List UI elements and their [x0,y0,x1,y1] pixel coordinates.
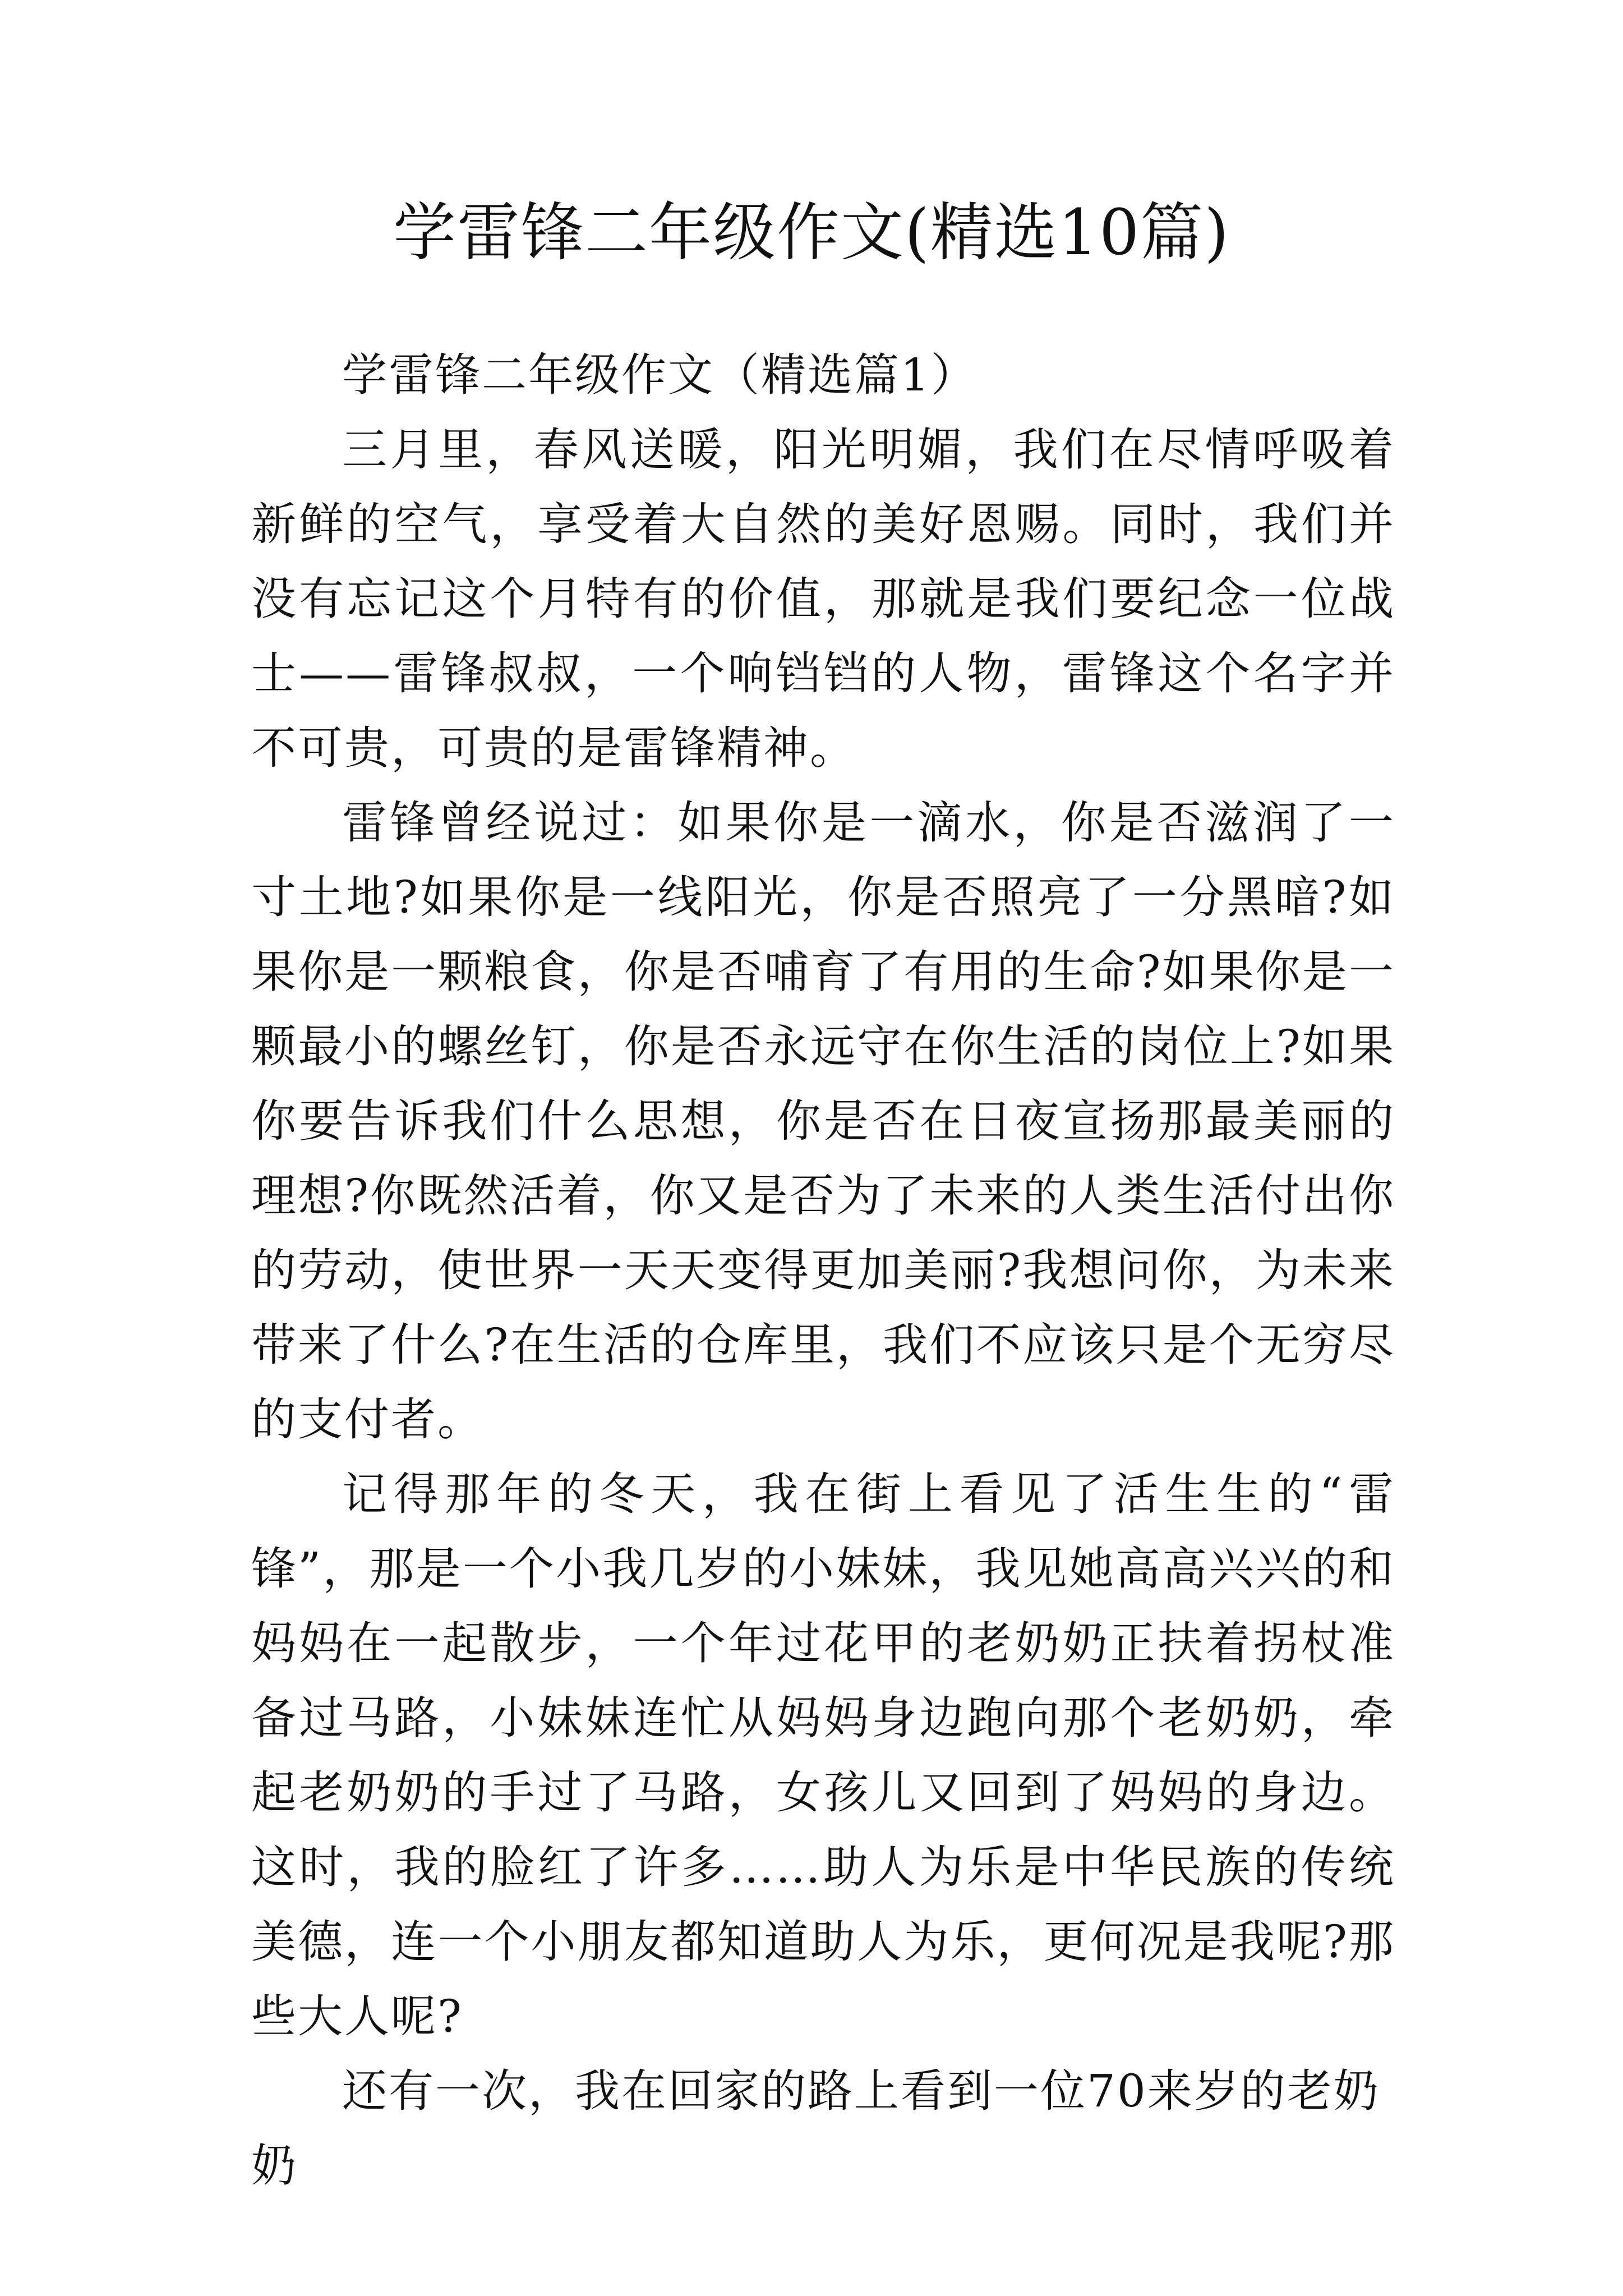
paragraph: 雷锋曾经说过：如果你是一滴水，你是否滋润了一寸土地?如果你是一线阳光，你是否照亮了一分黑暗?如果你是一颗粮食，你是否哺育了有用的生命?如果你是一颗最小的螺丝钉，你是否永远守在你生活的岗位上?如果你要告诉我们什么思想，你是否在日夜宣扬那最美丽的理想?你既然活着，你又是否为了未来的人类生活付出你的劳动，使世界一天天变得更加美丽?我想问你，为未来带来了什么?在生活的仓库里，我们不应该只是个无穷尽的支付者。 [251,797,1395,1446]
document-title: 学雷锋二年级作文(精选10篇) [393,196,1230,269]
paragraph: 还有一次，我在回家的路上看到一位70来岁的老奶奶 [251,2065,1380,2192]
section-heading: 学雷锋二年级作文（精选篇1） [342,349,978,401]
paragraph: 记得那年的冬天，我在街上看见了活生生的“雷锋”，那是一个小我几岁的小妹妹，我见她高高兴兴的和妈妈在一起散步，一个年过花甲的老奶奶正扶着拐杖准备过马路，小妹妹连忙从妈妈身边跑向那个老奶奶，牵起老奶奶的手过了马路，女孩儿又回到了妈妈的身边。这时，我的脸红了许多……助人为乐是中华民族的传统美德，连一个小朋友都知道助人为乐，更何况是我呢?那些大人呢? [251,1468,1395,2042]
document-body [251,338,1395,2203]
paragraph: 三月里，春风送暖，阳光明媚，我们在尽情呼吸着新鲜的空气，享受着大自然的美好恩赐。同时，我们并没有忘记这个月特有的价值，那就是我们要纪念一位战士——雷锋叔叔，一个响铛铛的人物，雷锋这个名字并不可贵，可贵的是雷锋精神。 [251,424,1395,774]
